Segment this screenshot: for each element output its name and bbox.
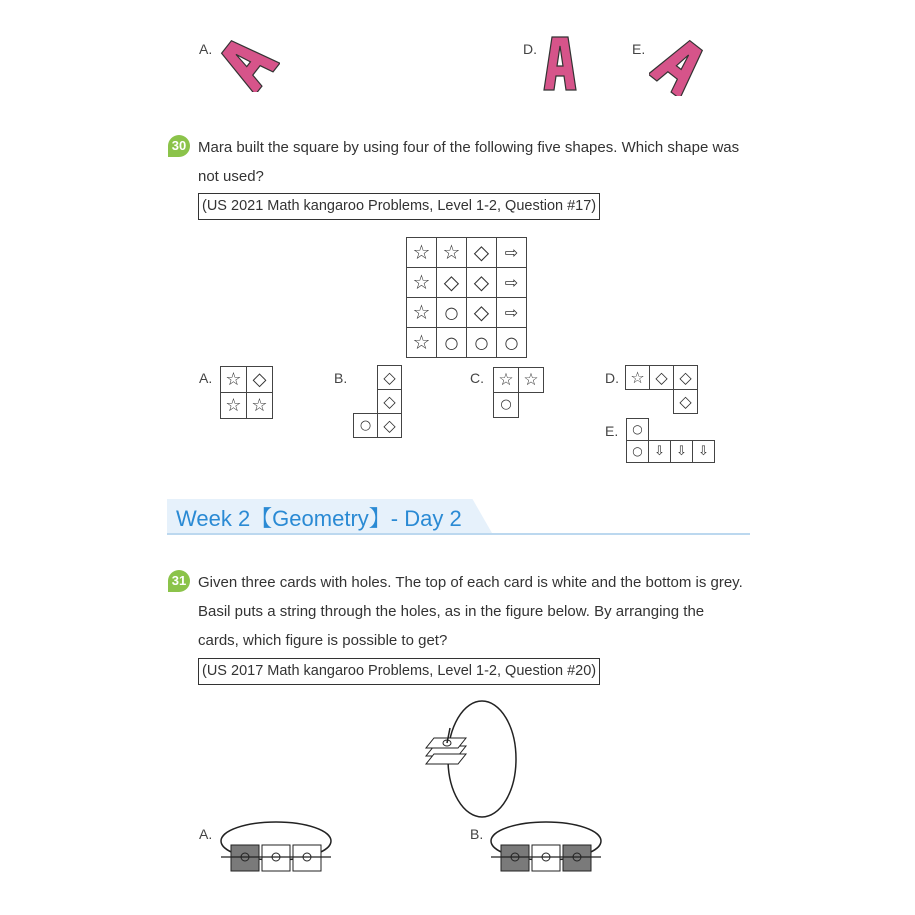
shape-cell: ☆ — [625, 365, 650, 390]
shape-cell: ○ — [493, 392, 519, 418]
section-divider — [167, 533, 750, 535]
shape-option-a — [220, 366, 274, 420]
option-d-label: D. — [523, 41, 537, 57]
option-a-figure — [214, 34, 280, 92]
grid-cell: ◇ — [436, 267, 467, 298]
question-number-badge: 31 — [168, 570, 190, 592]
question-text-line: cards, which figure is possible to get? — [198, 632, 448, 649]
shape-option-d — [625, 365, 698, 414]
option-d-figure — [543, 36, 577, 92]
shape-option-e — [626, 418, 716, 464]
grid-cell: ○ — [436, 327, 467, 358]
shape-cell: ◇ — [649, 365, 674, 390]
shape-cell: ☆ — [246, 392, 273, 419]
grid-cell: ⇨ — [496, 237, 527, 268]
source-citation-box: (US 2017 Math kangaroo Problems, Level 1-2, Question #20) — [198, 658, 600, 685]
option-b-cards-figure — [488, 817, 606, 875]
option-e-figure — [649, 36, 711, 96]
section-title: Week 2【Geometry】- Day 2 — [176, 506, 462, 531]
cards-string-figure — [420, 698, 520, 820]
shape-cell: ◇ — [377, 413, 402, 438]
grid-cell: ☆ — [406, 297, 437, 328]
grid-cell: ☆ — [406, 237, 437, 268]
shape-cell: ⇩ — [648, 440, 671, 463]
question-text-line: Basil puts a string through the holes, as in the figure below. By arranging the — [198, 603, 705, 620]
shape-cell: ◇ — [673, 389, 698, 414]
option-e-label: E. — [632, 41, 646, 57]
grid-cell: ○ — [496, 327, 527, 358]
option-a-label: A. — [199, 41, 213, 57]
shape-cell: ◇ — [377, 389, 402, 414]
option-a-cards-figure — [218, 817, 336, 875]
shape-option-b — [353, 365, 403, 439]
shape-cell: ◇ — [377, 365, 402, 390]
question-text-line: Mara built the square by using four of the following five shapes. Which shape was — [198, 139, 740, 156]
option-label: A. — [199, 826, 213, 842]
source-citation-box: (US 2021 Math kangaroo Problems, Level 1-2, Question #17) — [198, 193, 600, 220]
shape-cell: ☆ — [493, 367, 519, 393]
grid-cell: ⇨ — [496, 297, 527, 328]
question-text-line: Given three cards with holes. The top of each card is white and the bottom is grey. — [198, 574, 743, 591]
shape-cell: ☆ — [518, 367, 544, 393]
shape-cell: ◇ — [673, 365, 698, 390]
grid-cell: ○ — [436, 297, 467, 328]
shape-cell: ◇ — [246, 366, 273, 393]
option-label: B. — [334, 370, 348, 386]
grid-cell: ⇨ — [496, 267, 527, 298]
shape-cell: ○ — [626, 440, 649, 463]
grid-cell: ○ — [466, 327, 497, 358]
shape-option-c — [493, 367, 545, 419]
question-number-badge: 30 — [168, 135, 190, 157]
option-label: D. — [605, 370, 619, 386]
square-grid — [406, 237, 528, 359]
grid-cell: ☆ — [436, 237, 467, 268]
shape-cell: ☆ — [220, 392, 247, 419]
option-label: B. — [470, 826, 484, 842]
option-label: A. — [199, 370, 213, 386]
grid-cell: ☆ — [406, 267, 437, 298]
shape-cell: ☆ — [220, 366, 247, 393]
question-text-line: not used? — [198, 168, 264, 185]
shape-cell: ⇩ — [670, 440, 693, 463]
shape-cell: ○ — [353, 413, 378, 438]
shape-cell: ○ — [626, 418, 649, 441]
grid-cell: ◇ — [466, 237, 497, 268]
option-label: E. — [605, 423, 619, 439]
shape-cell: ⇩ — [692, 440, 715, 463]
option-label: C. — [470, 370, 484, 386]
grid-cell: ◇ — [466, 267, 497, 298]
grid-cell: ◇ — [466, 297, 497, 328]
grid-cell: ☆ — [406, 327, 437, 358]
